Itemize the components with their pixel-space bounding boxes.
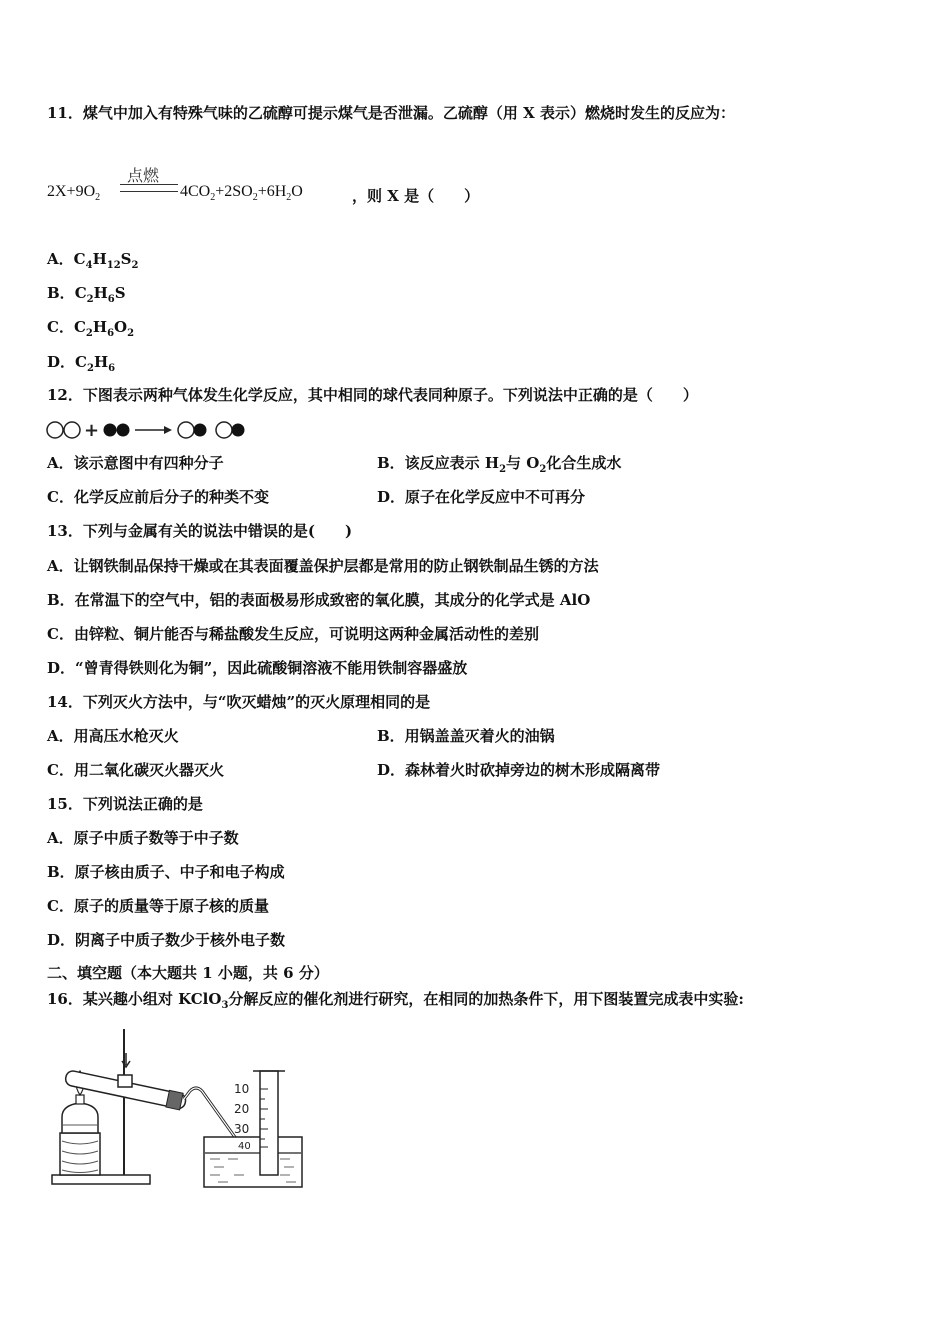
- molecule-reaction-diagram: [46, 419, 256, 441]
- graduated-cylinder: [260, 1071, 278, 1175]
- equation-condition: 点燃: [127, 166, 160, 185]
- black-atom: [104, 424, 117, 437]
- q12-option-a: A．该示意图中有四种分子: [47, 454, 224, 472]
- white-atom: [178, 422, 194, 438]
- black-atom: [194, 424, 207, 437]
- q11-stem: 11．煤气中加入有特殊气味的乙硫醇可提示煤气是否泄漏。乙硫醇（用 X 表示）燃烧时发生的反应为：: [47, 104, 735, 122]
- q13-option-a: A．让钢铁制品保持干燥或在其表面覆盖保护层都是常用的防止钢铁制品生锈的方法: [47, 557, 599, 575]
- stand-base: [52, 1175, 150, 1184]
- q15-option-c: C．原子的质量等于原子核的质量: [47, 897, 269, 915]
- q15-option-d: D．阴离子中质子数少于核外电子数: [47, 931, 286, 949]
- scale-label-30: 30: [234, 1122, 250, 1136]
- black-atom: [117, 424, 130, 437]
- equation-question: ，则 X 是（ ）: [352, 187, 480, 205]
- white-atom: [64, 422, 80, 438]
- q11-option-c: C．$C_2H_6O_2$: [47, 318, 135, 339]
- q15-option-b: B．原子核由质子、中子和电子构成: [47, 863, 285, 881]
- scale-label-40: 40: [238, 1141, 251, 1152]
- section-heading: 二、填空题（本大题共 1 小题，共 6 分）: [47, 964, 329, 982]
- equation-right: $4CO_2+2SO_2+6H_2O$: [180, 183, 303, 204]
- q11-option-d: D．$C_2H_6$: [47, 353, 116, 374]
- q14-option-d: D．森林着火时砍掉旁边的树木形成隔离带: [377, 761, 661, 779]
- q12-option-b: B．该反应表示 $H_2$与 $O_2$化合生成水: [377, 454, 622, 475]
- q12-option-c: C．化学反应前后分子的种类不变: [47, 488, 269, 506]
- plus-sign: +: [84, 420, 100, 441]
- scale-label-10: 10: [234, 1082, 250, 1096]
- equation-left: $2X+9O_2$: [47, 183, 101, 204]
- q15-stem: 15．下列说法正确的是: [47, 795, 203, 813]
- q14-option-b: B．用锅盖盖灭着火的油锅: [377, 727, 555, 745]
- equation-double-line: [120, 184, 178, 192]
- q13-option-c: C．由锌粒、铜片能否与稀盐酸发生反应，可说明这两种金属活动性的差别: [47, 625, 539, 643]
- q13-option-b: B．在常温下的空气中，铝的表面极易形成致密的氧化膜，其成分的化学式是 AlO: [47, 591, 591, 609]
- q11-equation: [47, 163, 607, 213]
- q12-option-d: D．原子在化学反应中不可再分: [377, 488, 586, 506]
- clamp: [118, 1075, 132, 1087]
- q13-stem: 13．下列与金属有关的说法中错误的是( ): [47, 522, 353, 540]
- q11-option-b: B．$C_2H_6S$: [47, 284, 126, 305]
- q13-option-d: D．“曾青得铁则化为铜”，因此硫酸铜溶液不能用铁制容器盛放: [47, 659, 468, 677]
- reaction-arrow-head: [164, 426, 172, 434]
- water-trough: [204, 1137, 302, 1187]
- alcohol-lamp: [62, 1103, 98, 1133]
- q14-option-a: A．用高压水枪灭火: [47, 727, 179, 745]
- q11-option-a: A．$C_4H_{12}S_2$: [47, 250, 139, 271]
- gas-collection-apparatus: [48, 1025, 308, 1191]
- q12-stem: 12．下图表示两种气体发生化学反应，其中相同的球代表同种原子。下列说法中正确的是（ ）: [47, 386, 698, 404]
- q14-option-c: C．用二氧化碳灭火器灭火: [47, 761, 224, 779]
- q16-stem: 16．某兴趣小组对 KClO$_3$分解反应的催化剂进行研究，在相同的加热条件下，用下图装置完成表中实验:: [47, 990, 744, 1011]
- white-atom: [47, 422, 63, 438]
- black-atom: [232, 424, 245, 437]
- scale-label-20: 20: [234, 1102, 250, 1116]
- q14-stem: 14．下列灭火方法中，与“吹灭蜡烛”的灭火原理相同的是: [47, 693, 431, 711]
- q15-option-a: A．原子中质子数等于中子数: [47, 829, 239, 847]
- white-atom: [216, 422, 232, 438]
